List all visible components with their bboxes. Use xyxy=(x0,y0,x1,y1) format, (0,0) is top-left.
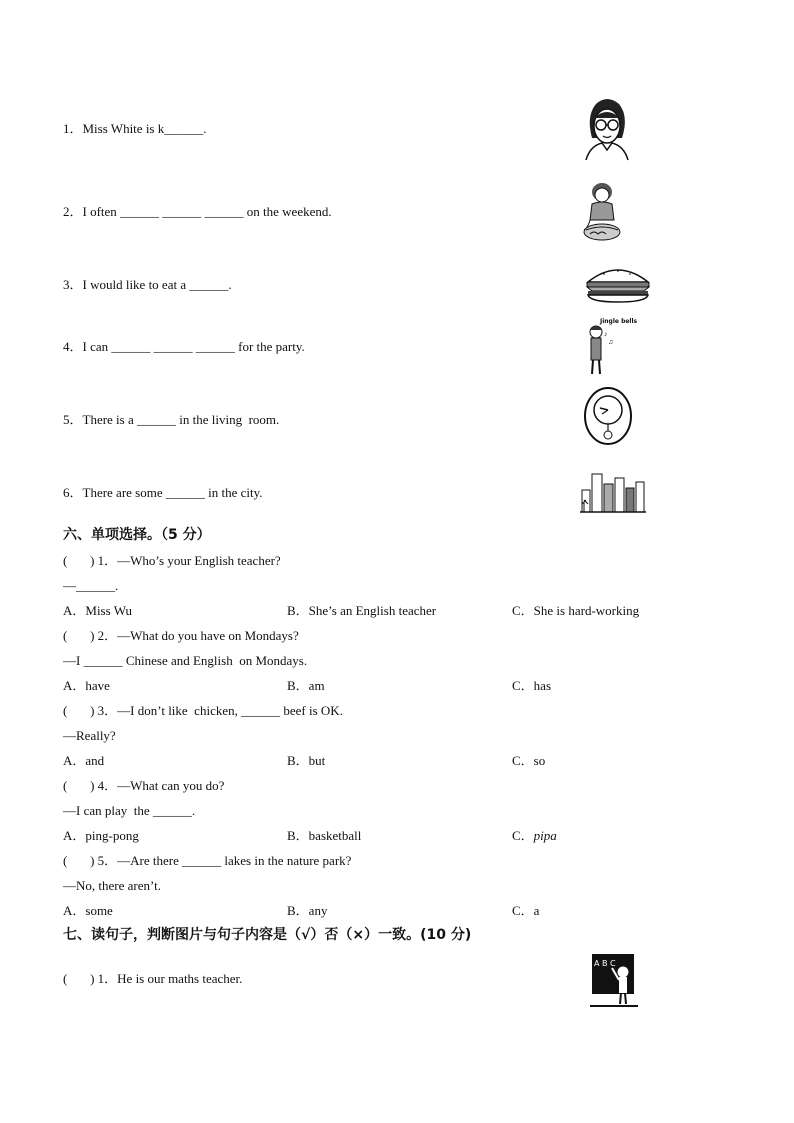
q3-stem: ( ) 3．—I don’t like chicken, ______ beef is OK. xyxy=(63,703,343,718)
q5-option-c: C．a xyxy=(512,903,540,918)
q2-option-a: A．have xyxy=(63,678,110,693)
q2-option-b: B．am xyxy=(287,678,325,693)
q1-stem: ( ) 1．—Who’s your English teacher? xyxy=(63,553,281,568)
q1-answer: —______. xyxy=(63,578,119,593)
svg-text:♪: ♪ xyxy=(604,330,608,338)
q4-option-c-italic: pipa xyxy=(533,828,557,843)
section6-heading: 六、单项选择。（5 分） xyxy=(63,527,211,543)
girl-washing-clothes-icon xyxy=(580,180,628,244)
singing-boy-icon xyxy=(580,316,640,378)
q3-option-c: C．so xyxy=(512,753,546,768)
fill-in-5: 5．There is a ______ in the living room. xyxy=(63,412,280,427)
q5-option-b: B．any xyxy=(287,903,328,918)
board-letters: A B C xyxy=(594,959,616,968)
fill-in-6: 6．There are some ______ in the city. xyxy=(63,485,263,500)
q4-option-a: A．ping-pong xyxy=(63,828,139,843)
q2-stem: ( ) 2．—What do you have on Mondays? xyxy=(63,628,299,643)
q1-option-a: A．Miss Wu xyxy=(63,603,132,618)
section7-heading: 七、读句子，判断图片与句子内容是（√）否（×）一致。(10 分) xyxy=(63,927,472,943)
q1-option-c: C．She is hard-working xyxy=(512,603,640,618)
q4-option-c-prefix: C． xyxy=(512,828,534,843)
fill-in-4: 4．I can ______ ______ ______ for the party. xyxy=(63,339,305,354)
q5-stem: ( ) 5．—Are there ______ lakes in the nature park? xyxy=(63,853,352,868)
city-buildings-icon xyxy=(580,470,646,514)
wall-clock-icon xyxy=(582,386,634,448)
svg-text:♫: ♫ xyxy=(608,338,614,346)
q2-option-c: C．has xyxy=(512,678,552,693)
woman-with-glasses-icon xyxy=(582,96,632,162)
fill-in-2: 2．I often ______ ______ ______ on the weekend. xyxy=(63,204,332,219)
q2-answer: —I ______ Chinese and English on Mondays. xyxy=(63,653,308,668)
q3-option-b: B．but xyxy=(287,753,326,768)
fill-in-3: 3．I would like to eat a ______. xyxy=(63,277,232,292)
q4-option-c xyxy=(512,828,557,844)
q3-option-a: A．and xyxy=(63,753,105,768)
q4-stem: ( ) 4．—What can you do? xyxy=(63,778,225,793)
q5-answer: —No, there aren’t. xyxy=(63,878,161,893)
q3-answer: —Really? xyxy=(63,728,116,743)
hamburger-icon xyxy=(584,264,652,304)
q5-option-a: A．some xyxy=(63,903,113,918)
jingle-bells-caption: Jingle bells xyxy=(600,318,638,325)
teacher-at-board-icon xyxy=(590,952,640,1008)
q4-option-b: B．basketball xyxy=(287,828,362,843)
s7-item-1: ( ) 1．He is our maths teacher. xyxy=(63,971,243,986)
q4-answer: —I can play the ______. xyxy=(63,803,196,818)
q1-option-b: B．She’s an English teacher xyxy=(287,603,437,618)
fill-in-1: 1．Miss White is k______. xyxy=(63,121,207,136)
